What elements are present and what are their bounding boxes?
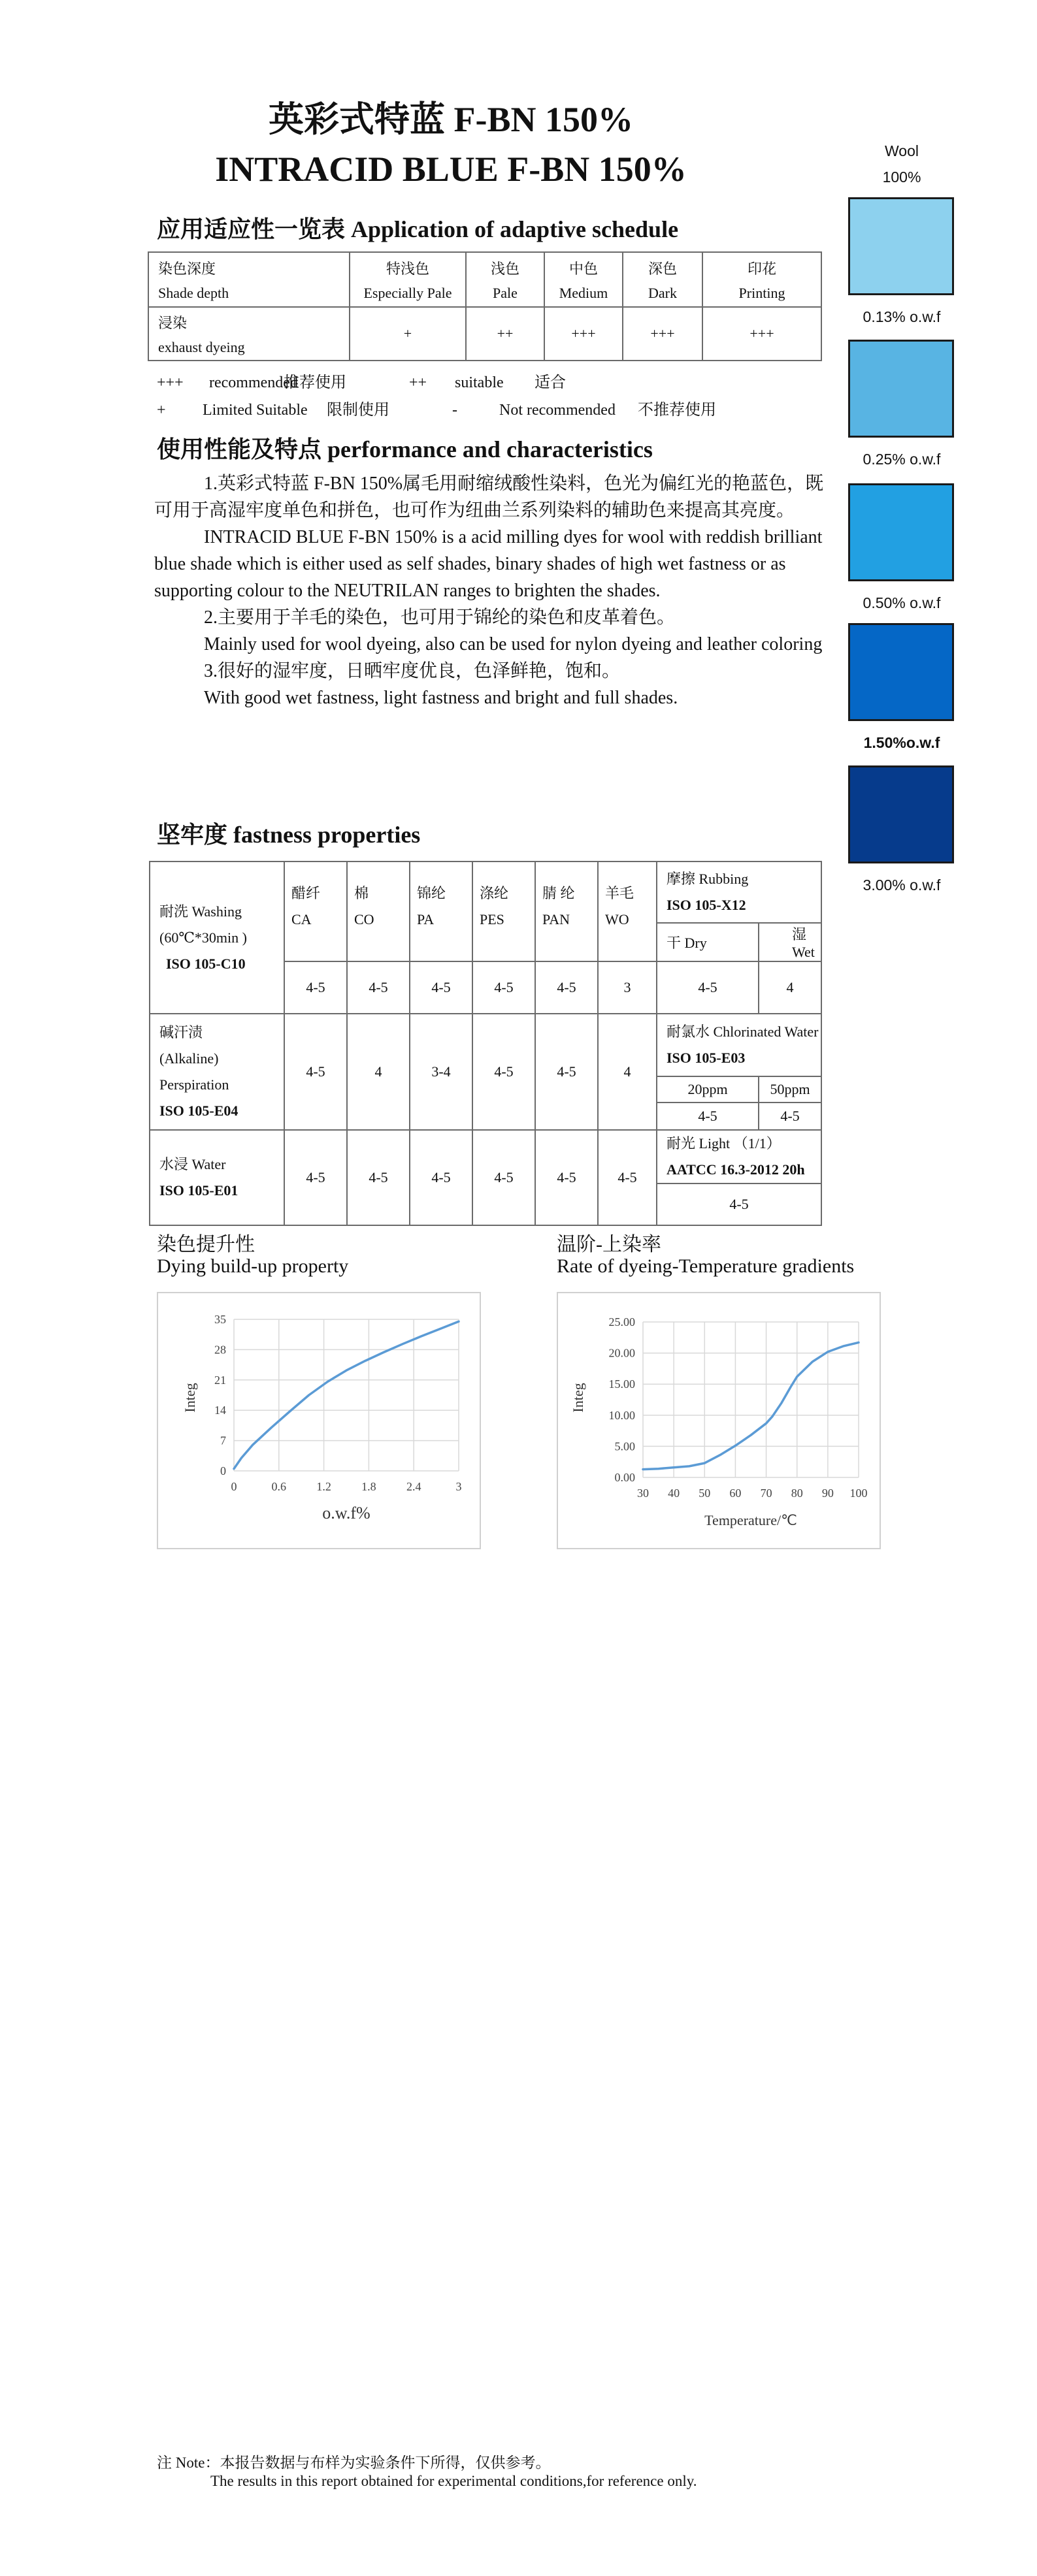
fiber-pa: 锦纶 PA — [410, 861, 472, 961]
chlorinated-20ppm-label: 20ppm — [657, 1076, 759, 1103]
perspiration-pan: 4-5 — [535, 1014, 598, 1130]
rubbing-wet-value: 4 — [759, 961, 821, 1014]
buildup-title-cn: 染色提升性 — [157, 1234, 255, 1255]
x-tick-label: 50 — [699, 1487, 711, 1500]
swatch-1 — [848, 340, 954, 438]
y-tick-label: 5.00 — [614, 1440, 635, 1453]
washing-wo: 3 — [598, 961, 657, 1014]
y-tick-label: 14 — [214, 1404, 226, 1417]
water-pes: 4-5 — [472, 1130, 535, 1225]
x-axis-label: Temperature/℃ — [704, 1512, 797, 1528]
value-printing: +++ — [702, 307, 821, 361]
performance-text — [154, 470, 829, 711]
x-tick-label: 80 — [791, 1487, 803, 1500]
washing-pes: 4-5 — [472, 961, 535, 1014]
washing-ca: 4-5 — [284, 961, 347, 1014]
swatch-label-4: 3.00% o.w.f — [863, 877, 941, 894]
x-tick-label: 30 — [637, 1487, 649, 1500]
washing-co: 4-5 — [347, 961, 410, 1014]
shade-depth-header — [148, 252, 350, 307]
fiber-co: 棉 CO — [347, 861, 410, 961]
note-cn: 注 Note：本报告数据与布样为实验条件下所得，仅供参考。 — [157, 2455, 551, 2471]
p1-en: INTRACID BLUE F-BN 150% is a acid milling dyes for wool with reddish brilliant blue shade which is either used as self shades, binary shades of high wet fastness or as supporting colour to the NEUTRILAN ranges to brighten the shades. — [154, 527, 823, 601]
y-tick-label: 10.00 — [608, 1408, 635, 1422]
col-especially-pale: 特浅色 Especially Pale — [350, 252, 466, 307]
fastness-heading: 坚牢度 fastness properties — [157, 822, 421, 848]
y-axis-label: Integ — [182, 1383, 198, 1413]
series-line — [234, 1321, 459, 1468]
perspiration-pes: 4-5 — [472, 1014, 535, 1130]
shade-depth-label-cn: 染色深度 — [158, 260, 216, 277]
y-tick-label: 0 — [220, 1464, 226, 1477]
water-co: 4-5 — [347, 1130, 410, 1225]
chlorinated-50ppm-label: 50ppm — [759, 1076, 821, 1103]
rubbing-dry-label: 干 Dry — [657, 923, 759, 961]
chlorinated-label: 耐氯水 Chlorinated Water ISO 105-E03 — [657, 1014, 821, 1076]
swatch-label-0: 0.13% o.w.f — [863, 308, 941, 325]
x-tick-label: 60 — [729, 1487, 742, 1500]
fiber-pes: 涤纶 PES — [472, 861, 535, 961]
x-tick-label: 1.2 — [316, 1480, 331, 1493]
series-line — [643, 1342, 859, 1469]
buildup-title-en: Dying build-up property — [157, 1255, 349, 1277]
temperature-title-cn: 温阶-上染率 — [557, 1234, 661, 1255]
washing-label: 耐洗 Washing (60℃*30min ) ISO 105-C10 — [150, 861, 284, 1014]
swatch-label-2: 0.50% o.w.f — [863, 594, 941, 611]
exhaust-dyeing-label: 浸染 exhaust dyeing — [148, 307, 350, 361]
washing-pa: 4-5 — [410, 961, 472, 1014]
fiber-wo: 羊毛 WO — [598, 861, 657, 961]
y-tick-label: 0.00 — [614, 1471, 635, 1484]
y-tick-label: 20.00 — [608, 1346, 635, 1360]
y-axis-label: Integ — [570, 1383, 586, 1413]
chlorinated-50ppm-value: 4-5 — [759, 1103, 821, 1130]
value-especially-pale: + — [350, 307, 466, 361]
x-tick-label: 90 — [821, 1487, 834, 1500]
x-tick-label: 0.6 — [271, 1480, 287, 1493]
temperature-title-en: Rate of dyeing-Temperature gradients — [557, 1255, 855, 1277]
rubbing-label: 摩擦 Rubbing ISO 105-X12 — [657, 861, 821, 923]
water-ca: 4-5 — [284, 1130, 347, 1225]
washing-pan: 4-5 — [535, 961, 598, 1014]
p2-cn: 2.主要用于羊毛的染色，也可用于锦纶的染色和皮革着色。 — [204, 607, 676, 628]
fiber-pan: 腈 纶 PAN — [535, 861, 598, 961]
y-tick-label: 21 — [214, 1373, 226, 1387]
light-label: 耐光 Light （1/1） AATCC 16.3-2012 20h — [657, 1130, 821, 1183]
performance-heading: 使用性能及特点 performance and characteristics — [157, 436, 653, 462]
title-cn: 英彩式特蓝 F-BN 150% — [269, 100, 633, 139]
legend-row-2: + Limited Suitable 限制使用 - Not recommended 不推荐使用 — [157, 402, 716, 419]
legend-row-1: +++ recommended推荐使用 ++ suitable 适合 — [157, 374, 566, 391]
rubbing-dry-value: 4-5 — [657, 961, 759, 1014]
x-tick-label: 1.8 — [361, 1480, 376, 1493]
p1-cn: 1.英彩式特蓝 F-BN 150%属毛用耐缩绒酸性染料，色光为偏红光的艳蓝色，既可用于高湿牢度单色和拼色，也可作为纽曲兰系列染料的辅助色来提高其亮度。 — [154, 474, 824, 521]
water-pan: 4-5 — [535, 1130, 598, 1225]
col-printing: 印花 Printing — [702, 252, 821, 307]
p3-en: With good wet fastness, light fastness and bright and full shades. — [204, 688, 678, 708]
value-dark: +++ — [623, 307, 702, 361]
perspiration-label: 碱汗渍 (Alkaline) Perspiration ISO 105-E04 — [150, 1014, 284, 1130]
swatch-header-percent: 100% — [882, 169, 921, 185]
y-tick-label: 28 — [214, 1343, 226, 1357]
x-tick-label: 70 — [760, 1487, 772, 1500]
temperature-chart — [557, 1292, 881, 1549]
buildup-chart-svg — [158, 1293, 480, 1548]
value-pale: ++ — [466, 307, 544, 361]
col-medium: 中色 Medium — [544, 252, 623, 307]
x-tick-label: 100 — [849, 1487, 868, 1500]
fiber-ca: 醋纤 CA — [284, 861, 347, 961]
x-tick-label: 40 — [668, 1487, 680, 1500]
swatch-4 — [848, 765, 954, 863]
note-en: The results in this report obtained for experimental conditions,for reference only. — [210, 2473, 697, 2489]
temperature-chart-svg — [558, 1293, 880, 1548]
title-en: INTRACID BLUE F-BN 150% — [215, 150, 687, 189]
swatch-0 — [848, 197, 954, 295]
p3-cn: 3.很好的湿牢度，日晒牢度优良，色泽鲜艳，饱和。 — [204, 661, 621, 681]
value-medium: +++ — [544, 307, 623, 361]
water-label: 水浸 Water ISO 105-E01 — [150, 1130, 284, 1225]
x-tick-label: 3 — [455, 1480, 462, 1493]
y-tick-label: 35 — [214, 1313, 226, 1326]
col-pale: 浅色 Pale — [466, 252, 544, 307]
light-value: 4-5 — [657, 1183, 821, 1225]
swatch-label-3: 1.50%o.w.f — [863, 734, 940, 751]
perspiration-wo: 4 — [598, 1014, 657, 1130]
y-tick-label: 15.00 — [608, 1377, 635, 1391]
swatch-label-1: 0.25% o.w.f — [863, 451, 941, 468]
rubbing-wet-label: 湿 Wet — [759, 923, 821, 961]
shade-depth-label-en: Shade depth — [158, 284, 229, 301]
x-axis-label: o.w.f% — [322, 1504, 370, 1522]
col-dark: 深色 Dark — [623, 252, 702, 307]
application-heading: 应用适应性一览表 Application of adaptive schedule — [157, 216, 679, 242]
p2-en: Mainly used for wool dyeing, also can be used for nylon dyeing and leather coloring — [204, 634, 823, 654]
water-wo: 4-5 — [598, 1130, 657, 1225]
x-tick-label: 0 — [231, 1480, 237, 1493]
water-pa: 4-5 — [410, 1130, 472, 1225]
perspiration-pa: 3-4 — [410, 1014, 472, 1130]
application-table — [148, 251, 822, 361]
fastness-table — [149, 861, 822, 1226]
swatch-2 — [848, 483, 954, 581]
chlorinated-20ppm-value: 4-5 — [657, 1103, 759, 1130]
y-tick-label: 7 — [220, 1434, 226, 1447]
swatch-header-wool: Wool — [885, 142, 919, 159]
buildup-chart — [157, 1292, 481, 1549]
swatch-3 — [848, 623, 954, 721]
perspiration-co: 4 — [347, 1014, 410, 1130]
y-tick-label: 25.00 — [608, 1315, 635, 1328]
perspiration-ca: 4-5 — [284, 1014, 347, 1130]
x-tick-label: 2.4 — [406, 1480, 421, 1493]
